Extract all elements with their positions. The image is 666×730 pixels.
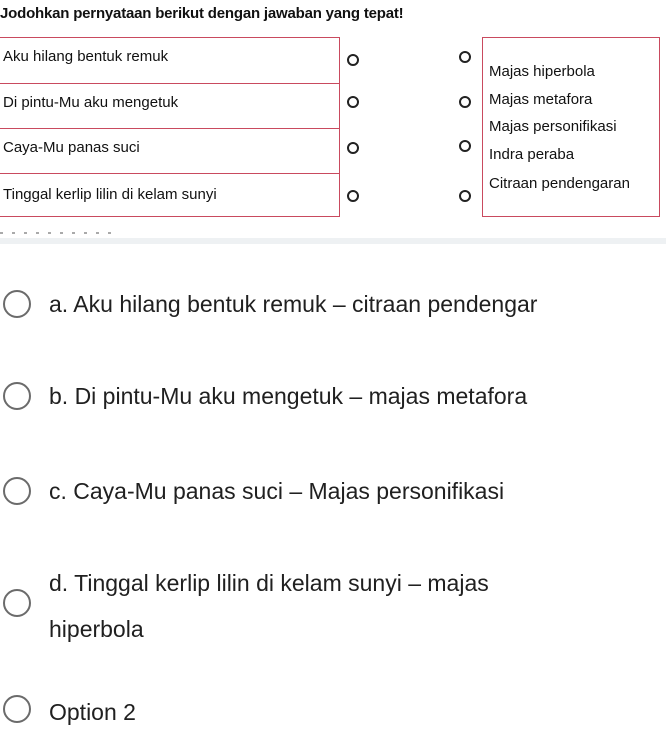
answer-text: Majas metafora [489, 91, 593, 108]
answer-text: Citraan pendengaran [489, 175, 630, 192]
statement-row [0, 173, 339, 218]
question-title: Jodohkan pernyataan berikut dengan jawaban yang tepat! [0, 5, 404, 22]
option-c[interactable] [0, 473, 666, 509]
question-image [0, 0, 666, 240]
option-d[interactable] [0, 565, 666, 649]
statement-row [0, 128, 339, 173]
radio-button[interactable] [3, 477, 31, 505]
right-match-dot [459, 190, 471, 202]
answer-text: Majas hiperbola [489, 63, 595, 80]
option-e[interactable] [0, 690, 666, 725]
left-match-dot [347, 190, 359, 202]
option-a[interactable] [0, 286, 666, 322]
radio-button[interactable] [3, 589, 31, 617]
left-match-dot [347, 142, 359, 154]
right-match-dot [459, 140, 471, 152]
left-match-dot [347, 96, 359, 108]
radio-button[interactable] [3, 695, 31, 723]
radio-button[interactable] [3, 382, 31, 410]
answers-table [482, 37, 660, 217]
statement-row [0, 83, 339, 128]
cropped-text-remnant [0, 232, 120, 234]
statement-text: Tinggal kerlip lilin di kelam sunyi [3, 186, 217, 203]
option-label-continued[interactable]: hiperbola [49, 616, 144, 642]
option-label[interactable]: a. Aku hilang bentuk remuk – citraan pendengar [49, 291, 538, 317]
option-label[interactable]: c. Caya-Mu panas suci – Majas personifikasi [49, 478, 505, 504]
statement-text: Caya-Mu panas suci [3, 139, 140, 156]
statement-text: Aku hilang bentuk remuk [3, 48, 169, 65]
answer-text: Indra peraba [489, 146, 575, 163]
statements-table [0, 37, 340, 217]
right-match-dot [459, 51, 471, 63]
radio-button[interactable] [3, 290, 31, 318]
left-match-dot [347, 54, 359, 66]
answer-text: Majas personifikasi [489, 118, 617, 135]
option-label[interactable]: d. Tinggal kerlip lilin di kelam sunyi – majas [49, 570, 489, 596]
option-b[interactable] [0, 378, 666, 414]
option-label[interactable]: b. Di pintu-Mu aku mengetuk – majas metafora [49, 383, 528, 409]
option-label[interactable]: Option 2 [49, 699, 136, 725]
image-divider [0, 238, 666, 244]
statement-text: Di pintu-Mu aku mengetuk [3, 94, 179, 111]
statement-row [0, 38, 339, 83]
right-match-dot [459, 96, 471, 108]
